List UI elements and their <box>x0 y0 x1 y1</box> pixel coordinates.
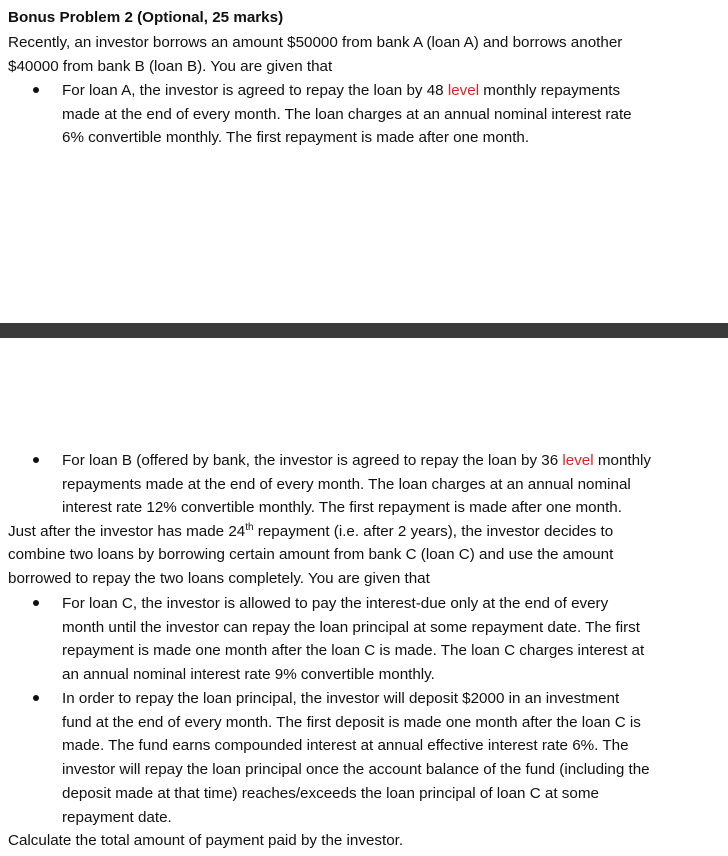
bullet-icon <box>33 695 39 701</box>
bullet-icon <box>33 87 39 93</box>
bullet-icon <box>33 457 39 463</box>
ordinal-superscript: th <box>245 521 254 533</box>
loan-b-line-1 <box>62 449 651 473</box>
question-line: Calculate the total amount of payment paid by the investor. <box>8 832 404 849</box>
loan-c-line-4: an annual nominal interest rate 9% convertible monthly. <box>62 666 435 683</box>
intro-line-2: $40000 from bank B (loan B). You are given that <box>8 58 333 75</box>
loan-b-line-3: interest rate 12% convertible monthly. The first repayment is made after one month. <box>62 499 622 516</box>
loan-c-line-2: month until the investor can repay the loan principal at some repayment date. The first <box>62 619 640 636</box>
loan-a-line-3: 6% convertible monthly. The first repayment is made after one month. <box>62 129 530 146</box>
loan-a-text: monthly repayments <box>479 82 621 99</box>
page-break-divider <box>0 323 728 338</box>
loan-c-line-3: repayment is made one month after the loan C is made. The loan C charges interest at <box>62 642 645 659</box>
loan-a-text: For loan A, the investor is agreed to repay the loan by 48 <box>62 82 448 99</box>
loan-b-line-2: repayments made at the end of every month. The loan charges at an annual nominal <box>62 476 631 493</box>
loan-a-level-highlight: level <box>447 82 480 99</box>
combine-line-3: borrowed to repay the two loans completely. You are given that <box>8 570 430 587</box>
loan-b-text: For loan B (offered by bank, the investor is agreed to repay the loan by 36 <box>62 452 563 469</box>
loan-a-line-1 <box>62 79 620 103</box>
bullet-icon <box>33 600 39 606</box>
loan-c-line-1: For loan C, the investor is allowed to pay the interest-due only at the end of every <box>62 595 609 612</box>
fund-line-6: repayment date. <box>62 809 172 826</box>
fund-line-1: In order to repay the loan principal, the investor will deposit $2000 in an investment <box>62 690 620 707</box>
fund-line-5: deposit made at that time) reaches/exceeds the loan principal of loan C at some <box>62 785 599 802</box>
combine-text: repayment (i.e. after 2 years), the investor decides to <box>253 523 614 540</box>
problem-title: Bonus Problem 2 (Optional, 25 marks) <box>8 9 284 26</box>
fund-line-2: fund at the end of every month. The first deposit is made one month after the loan C is <box>62 714 641 731</box>
intro-line-1: Recently, an investor borrows an amount $50000 from bank A (loan A) and borrows another <box>8 34 623 51</box>
combine-line-2: combine two loans by borrowing certain amount from bank C (loan C) and use the amount <box>8 546 614 563</box>
loan-b-text: monthly <box>593 452 652 469</box>
fund-line-4: investor will repay the loan principal once the account balance of the fund (including the <box>62 761 650 778</box>
loan-a-line-2: made at the end of every month. The loan charges at an annual nominal interest rate <box>62 106 632 123</box>
combine-line-1 <box>8 520 613 544</box>
combine-text: Just after the investor has made 24 <box>8 523 246 540</box>
fund-line-3: made. The fund earns compounded interest at annual effective interest rate 6%. The <box>62 737 629 754</box>
loan-b-level-highlight: level <box>562 452 594 469</box>
